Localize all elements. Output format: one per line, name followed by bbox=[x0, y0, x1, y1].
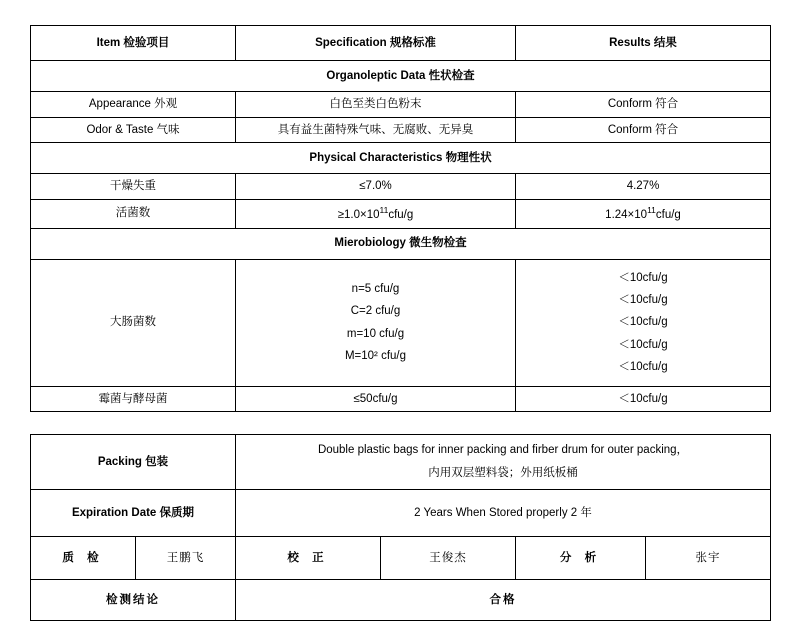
signature-name-verify: 王俊杰 bbox=[381, 537, 516, 580]
section-row-microbiology bbox=[31, 228, 771, 259]
row-spec-coliforms bbox=[236, 259, 516, 386]
result-viable-pre: 1.24×10 bbox=[605, 208, 648, 221]
table-row bbox=[31, 117, 771, 143]
table-divider bbox=[30, 412, 770, 434]
result-line: ＜10cfu/g bbox=[618, 293, 668, 306]
section-title-microbiology: Mierobiology 微生物检查 bbox=[31, 228, 771, 259]
result-line: ＜10cfu/g bbox=[618, 361, 668, 374]
expiration-value: 2 Years When Stored properly 2 年 bbox=[236, 490, 771, 537]
header-specification: Specification 规格标准 bbox=[236, 26, 516, 61]
row-item-coliforms: 大肠菌数 bbox=[31, 259, 236, 386]
result-viable-exponent: 11 bbox=[647, 205, 656, 216]
packing-and-signature-table bbox=[30, 434, 771, 621]
signature-name-qc: 王鹏飞 bbox=[136, 537, 236, 580]
row-item-loss-on-drying: 干燥失重 bbox=[31, 174, 236, 200]
section-title-organoleptic: Organoleptic Data 性状检查 bbox=[31, 61, 771, 92]
row-result-coliforms bbox=[516, 259, 771, 386]
row-result-odor-taste: Conform 符合 bbox=[516, 117, 771, 143]
signature-role-qc: 质 检 bbox=[31, 537, 136, 580]
conclusion-value: 合格 bbox=[236, 580, 771, 621]
certificate-of-analysis bbox=[30, 25, 770, 621]
row-item-appearance: Appearance 外观 bbox=[31, 92, 236, 118]
packing-value bbox=[236, 435, 771, 490]
row-item-mold-yeast: 霉菌与酵母菌 bbox=[31, 386, 236, 412]
result-viable-post: cfu/g bbox=[655, 208, 681, 221]
row-item-viable-count: 活菌数 bbox=[31, 200, 236, 229]
packing-line-1: Double plastic bags for inner packing and firber drum for outer packing， bbox=[317, 444, 689, 457]
table-row bbox=[31, 200, 771, 229]
result-line: ＜10cfu/g bbox=[618, 316, 668, 329]
spec-line: M=10² cfu/g bbox=[344, 349, 407, 362]
analysis-results-table bbox=[30, 25, 771, 412]
table-row bbox=[31, 92, 771, 118]
row-spec-mold-yeast: ≤50cfu/g bbox=[236, 386, 516, 412]
signature-name-analysis: 张宇 bbox=[646, 537, 771, 580]
section-row-physical bbox=[31, 143, 771, 174]
result-line: ＜10cfu/g bbox=[618, 338, 668, 351]
packing-row bbox=[31, 435, 771, 490]
spec-viable-exponent: 11 bbox=[379, 205, 389, 216]
spec-line: m=10 cfu/g bbox=[346, 327, 405, 340]
spec-line: n=5 cfu/g bbox=[351, 282, 400, 295]
table-row bbox=[31, 174, 771, 200]
expiration-label: Expiration Date 保质期 bbox=[31, 490, 236, 537]
row-spec-viable-count bbox=[236, 200, 516, 229]
signature-row bbox=[31, 537, 771, 580]
table-row bbox=[31, 259, 771, 386]
result-line: ＜10cfu/g bbox=[618, 271, 668, 284]
spec-viable-post: cfu/g bbox=[388, 208, 414, 221]
table-header-row bbox=[31, 26, 771, 61]
signature-role-analysis: 分 析 bbox=[516, 537, 646, 580]
signature-role-verify: 校 正 bbox=[236, 537, 381, 580]
section-row-organoleptic bbox=[31, 61, 771, 92]
header-results: Results 结果 bbox=[516, 26, 771, 61]
spec-viable-pre: ≥1.0×10 bbox=[337, 208, 380, 221]
row-spec-loss-on-drying: ≤7.0% bbox=[236, 174, 516, 200]
row-result-viable-count bbox=[516, 200, 771, 229]
expiration-row bbox=[31, 490, 771, 537]
packing-line-2: 内用双层塑料袋；外用纸板桶 bbox=[428, 467, 578, 480]
conclusion-label: 检测结论 bbox=[31, 580, 236, 621]
conclusion-row bbox=[31, 580, 771, 621]
header-item: Item 检验项目 bbox=[31, 26, 236, 61]
packing-label: Packing 包装 bbox=[31, 435, 236, 490]
table-row bbox=[31, 386, 771, 412]
row-item-odor-taste: Odor & Taste 气味 bbox=[31, 117, 236, 143]
row-result-loss-on-drying: 4.27% bbox=[516, 174, 771, 200]
section-title-physical: Physical Characteristics 物理性状 bbox=[31, 143, 771, 174]
spec-line: C=2 cfu/g bbox=[350, 305, 401, 318]
row-spec-odor-taste: 具有益生菌特殊气味、无腐败、无异臭 bbox=[236, 117, 516, 143]
row-result-mold-yeast: ＜10cfu/g bbox=[516, 386, 771, 412]
row-result-appearance: Conform 符合 bbox=[516, 92, 771, 118]
row-spec-appearance: 白色至类白色粉末 bbox=[236, 92, 516, 118]
